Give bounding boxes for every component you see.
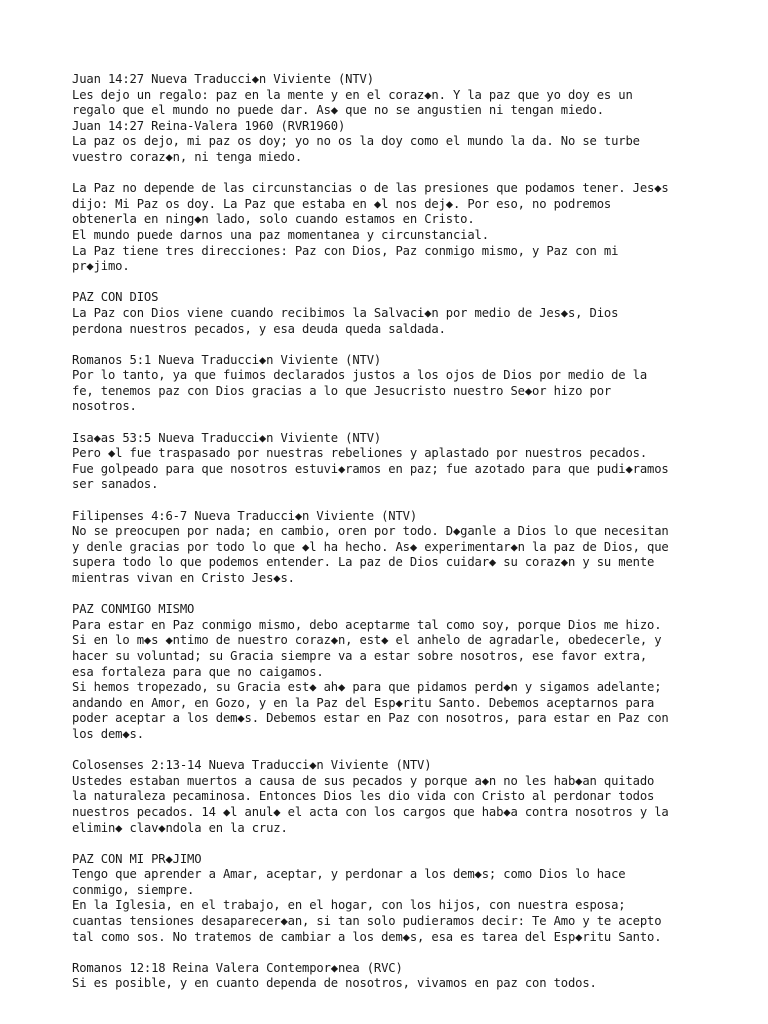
text-line: tal como sos. No tratemos de cambiar a los dem◆s, esa es tarea del Esp◆ritu Santo. bbox=[72, 929, 662, 944]
text-line: andando en Amor, en Gozo, y en la Paz del Esp◆ritu Santo. Debemos aceptarnos para bbox=[72, 695, 655, 710]
paragraph-la-paz-intro bbox=[72, 181, 712, 275]
section-heading: PAZ CON MI PR◆JIMO bbox=[72, 851, 202, 866]
text-line: vuestro coraz◆n, ni tenga miedo. bbox=[72, 149, 302, 164]
text-line: Isa◆as 53:5 Nueva Traducci◆n Viviente (NTV) bbox=[72, 430, 382, 445]
text-line: cuantas tensiones desaparecer◆an, si tan solo pudieramos decir: Te Amo y te acepto bbox=[72, 914, 662, 929]
section-heading: PAZ CONMIGO MISMO bbox=[72, 602, 195, 617]
paragraph-filipenses-4-6-7 bbox=[72, 509, 712, 587]
text-line: dijo: Mi Paz os doy. La Paz que estaba en ◆l nos dej◆. Por eso, no podremos bbox=[72, 196, 612, 211]
text-line: Tengo que aprender a Amar, aceptar, y perdonar a los dem◆s; como Dios lo hace bbox=[72, 867, 626, 882]
text-line: elimin◆ clav◆ndola en la cruz. bbox=[72, 820, 288, 835]
paragraph-colosenses-2-13-14 bbox=[72, 758, 712, 836]
text-line: Ustedes estaban muertos a causa de sus pecados y porque a◆n no les hab◆an quitado bbox=[72, 773, 655, 788]
text-line: Colosenses 2:13-14 Nueva Traducci◆n Viviente (NTV) bbox=[72, 758, 432, 773]
text-line: No se preocupen por nada; en cambio, oren por todo. D◆ganle a Dios lo que necesitan bbox=[72, 524, 669, 539]
text-line: Romanos 12:18 Reina Valera Contempor◆nea (RVC) bbox=[72, 960, 403, 975]
text-line: esa fortaleza para que no caigamos. bbox=[72, 664, 324, 679]
text-line: ser sanados. bbox=[72, 477, 159, 492]
text-line: Juan 14:27 Reina-Valera 1960 (RVR1960) bbox=[72, 118, 346, 133]
text-line: supera todo lo que podemos entender. La paz de Dios cuidar◆ su coraz◆n y su mente bbox=[72, 555, 655, 570]
text-line: fe, tenemos paz con Dios gracias a lo que Jesucristo nuestro Se◆or hizo por bbox=[72, 383, 612, 398]
text-line: Si en lo m◆s ◆ntimo de nuestro coraz◆n, est◆ el anhelo de agradarle, obedecerle, y bbox=[72, 633, 662, 648]
text-line: La Paz tiene tres direcciones: Paz con Dios, Paz conmigo mismo, y Paz con mi bbox=[72, 243, 619, 258]
paragraph-isaias-53-5 bbox=[72, 431, 712, 493]
text-line: nuestros pecados. 14 ◆l anul◆ el acta con los cargos que hab◆a contra nosotros y la bbox=[72, 804, 669, 819]
section-heading: PAZ CON DIOS bbox=[72, 290, 159, 305]
text-line: Les dejo un regalo: paz en la mente y en el coraz◆n. Y la paz que yo doy es un bbox=[72, 87, 633, 102]
text-line: Juan 14:27 Nueva Traducci◆n Viviente (NTV) bbox=[72, 72, 374, 86]
text-line: Fue golpeado para que nosotros estuvi◆ramos en paz; fue azotado para que pudi◆ramos bbox=[72, 461, 669, 476]
paragraph-romanos-5-1 bbox=[72, 353, 712, 415]
text-line: Por lo tanto, ya que fuimos declarados justos a los ojos de Dios por medio de la bbox=[72, 368, 647, 383]
text-line: regalo que el mundo no puede dar. As◆ que no se angustien ni tengan miedo. bbox=[72, 103, 604, 118]
text-line: Para estar en Paz conmigo mismo, debo aceptarme tal como soy, porque Dios me hizo. bbox=[72, 617, 662, 632]
text-line: nosotros. bbox=[72, 399, 137, 414]
text-line: Si hemos tropezado, su Gracia est◆ ah◆ para que pidamos perd◆n y sigamos adelante; bbox=[72, 680, 662, 695]
text-line: La paz os dejo, mi paz os doy; yo no os la doy como el mundo la da. No se turbe bbox=[72, 134, 640, 149]
section-paz-con-dios bbox=[72, 290, 712, 337]
text-line: pr◆jimo. bbox=[72, 259, 130, 274]
text-line: La Paz no depende de las circunstancias o de las presiones que podamos tener. Jes◆s bbox=[72, 181, 669, 196]
paragraph-romanos-12-18 bbox=[72, 961, 712, 992]
text-line: La Paz con Dios viene cuando recibimos la Salvaci◆n por medio de Jes◆s, Dios bbox=[72, 305, 619, 320]
text-line: En la Iglesia, en el trabajo, en el hogar, con los hijos, con nuestra esposa; bbox=[72, 898, 626, 913]
text-line: obtenerla en ning◆n lado, solo cuando estamos en Cristo. bbox=[72, 212, 475, 227]
document-page bbox=[72, 72, 712, 1008]
text-line: Pero ◆l fue traspasado por nuestras rebeliones y aplastado por nuestros pecados. bbox=[72, 446, 647, 461]
text-line: poder aceptar a los dem◆s. Debemos estar en Paz con nosotros, para estar en Paz con bbox=[72, 711, 669, 726]
text-line: los dem◆s. bbox=[72, 726, 144, 741]
text-line: y denle gracias por todo lo que ◆l ha hecho. As◆ experimentar◆n la paz de Dios, que bbox=[72, 539, 669, 554]
text-line: perdona nuestros pecados, y esa deuda queda saldada. bbox=[72, 321, 446, 336]
text-line: Si es posible, y en cuanto dependa de nosotros, vivamos en paz con todos. bbox=[72, 976, 597, 991]
section-paz-con-mi-projimo bbox=[72, 852, 712, 946]
paragraph-juan-14-27 bbox=[72, 72, 712, 166]
text-line: la naturaleza pecaminosa. Entonces Dios les dio vida con Cristo al perdonar todos bbox=[72, 789, 655, 804]
text-line: hacer su voluntad; su Gracia siempre va a estar sobre nosotros, ese favor extra, bbox=[72, 648, 647, 663]
text-line: Filipenses 4:6-7 Nueva Traducci◆n Viviente (NTV) bbox=[72, 508, 417, 523]
text-line: El mundo puede darnos una paz momentanea y circunstancial. bbox=[72, 227, 489, 242]
section-paz-conmigo-mismo bbox=[72, 602, 712, 742]
text-line: mientras vivan en Cristo Jes◆s. bbox=[72, 571, 295, 585]
text-line: conmigo, siempre. bbox=[72, 882, 195, 897]
text-line: Romanos 5:1 Nueva Traducci◆n Viviente (NTV) bbox=[72, 352, 382, 367]
